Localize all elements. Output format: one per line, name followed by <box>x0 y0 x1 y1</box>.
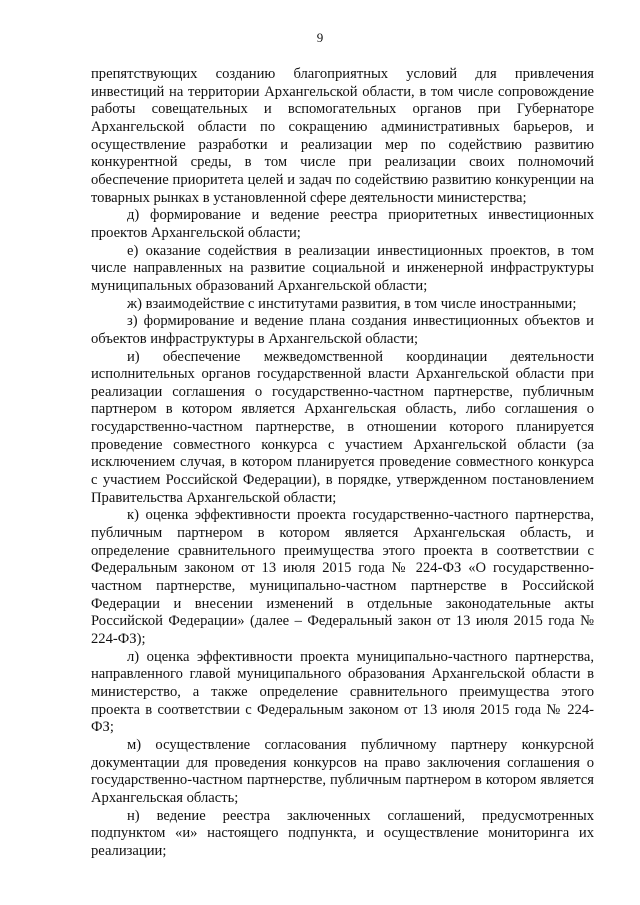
paragraph-item-i: и) обеспечение межведомственной координации деятельности исполнительных органов государственной власти Архангельской области при реализации соглашения о государственно-частном партнерстве, публичным партнером в котором является Архангельская область, либо соглашения о государственно-частном партнерстве, в отношении которого планируется проведение совместного конкурса с участием Архангельской области (за исключением случая, в котором планируется проведение совместного конкурса с участием Российской Федерации), в порядке, утвержденном постановлением Правительства Архангельской области; <box>91 348 594 506</box>
page-number: 9 <box>316 30 324 45</box>
paragraph-item-k: к) оценка эффективности проекта государственно-частного партнерства, публичным партнером в котором является Архангельская область, и определение сравнительного преимущества этого проекта в соответствии с Федеральным законом от 13 июля 2015 года № 224-ФЗ «О государственно-частном партнерстве, муниципально-частном партнерстве в Российской Федерации и внесении изменений в отдельные законодательные акты Российской Федерации» (далее – Федеральный закон от 13 июля 2015 года № 224-ФЗ); <box>91 507 594 647</box>
paragraph-item-n: н) ведение реестра заключенных соглашений, предусмотренных подпунктом «и» настоящего подпункта, и осуществление мониторинга их реализации; <box>91 807 594 859</box>
paragraph-continuation: препятствующих созданию благоприятных условий для привлечения инвестиций на территории Архангельской области, в том числе сопровождение работы совещательных и вспомогательных органов при Губернаторе Архангельской области по сокращению административных барьеров, и осуществление разработки и реализации мер по содействию развитию конкурентной среды, в том числе при реализации своих полномочий обеспечение приоритета целей и задач по содействию развитию конкуренции на товарных рынках в установленной сфере деятельности министерства; <box>91 66 594 206</box>
paragraph-item-zh: ж) взаимодействие с институтами развития, в том числе иностранными; <box>127 295 577 312</box>
document-body <box>91 66 594 861</box>
paragraph-item-e: е) оказание содействия в реализации инвестиционных проектов, в том числе направленных на развитие социальной и инженерной инфраструктуры муниципальных образований Архангельской области; <box>91 242 594 294</box>
paragraph-item-m: м) осуществление согласования публичному партнеру конкурсной документации для проведения конкурсов на право заключения соглашения о государственно-частном партнерстве, публичным партнером в котором является Архангельская область; <box>91 736 594 806</box>
paragraph-item-d: д) формирование и ведение реестра приоритетных инвестиционных проектов Архангельской области; <box>91 207 594 241</box>
paragraph-item-z: з) формирование и ведение плана создания инвестиционных объектов и объектов инфраструктуры в Архангельской области; <box>91 313 594 347</box>
paragraph-item-l: л) оценка эффективности проекта муниципально-частного партнерства, направленного главой муниципального образования Архангельской области в министерство, а также определение сравнительного преимущества этого проекта в соответствии с Федеральным законом от 13 июля 2015 года № 224-ФЗ; <box>91 648 594 736</box>
